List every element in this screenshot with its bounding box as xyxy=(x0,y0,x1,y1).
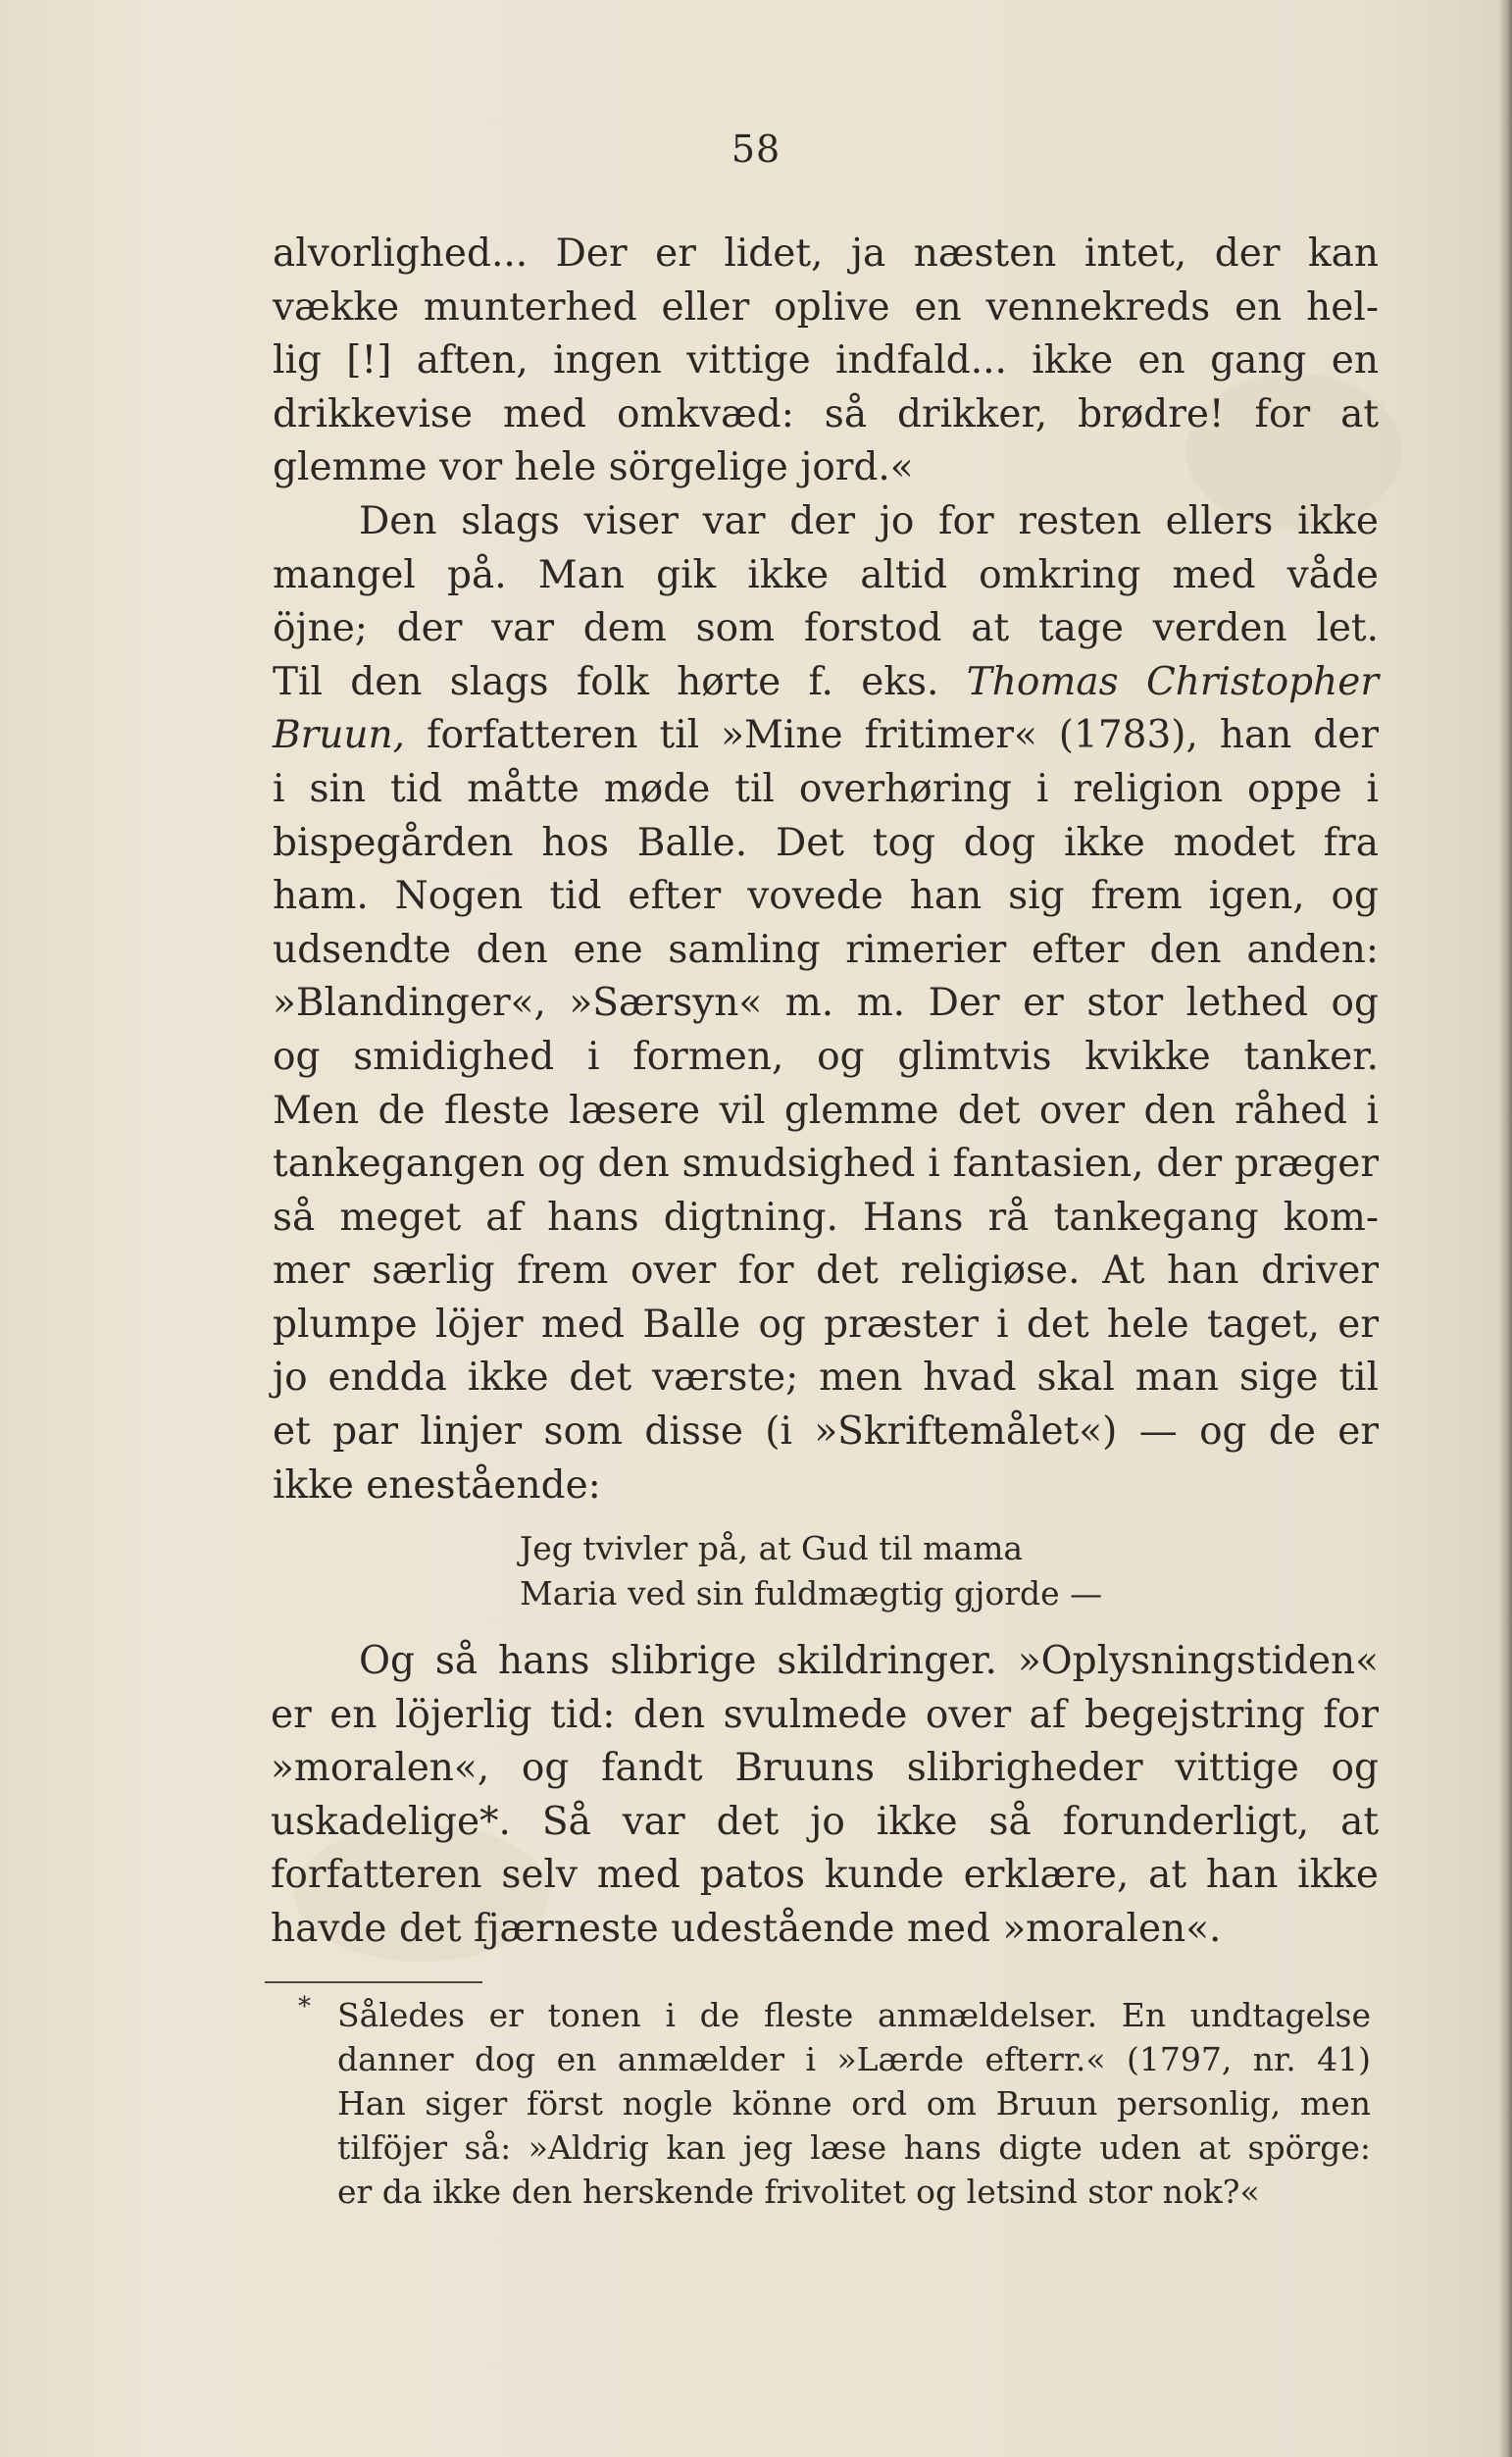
author-surname-italic: Bruun, xyxy=(273,713,406,758)
text-line: så meget af hans digtning. Hans rå tankegang kom- xyxy=(273,1195,1379,1240)
footnote xyxy=(292,1993,1371,2214)
paragraph-3 xyxy=(271,1635,1379,1957)
text-line: havde det fjærneste udestående med »moralen«. xyxy=(271,1906,1222,1951)
text-line: Den slags viser var der jo for resten ellers ikke xyxy=(359,498,1379,543)
text-line: mangel på. Man gik ikke altid omkring med våde xyxy=(273,552,1379,597)
text-line: Men de fleste læsere vil glemme det over den råhed i xyxy=(273,1088,1379,1133)
poem-line: Jeg tvivler på, at Gud til mama xyxy=(520,1529,1024,1567)
text-line: og smidighed i formen, og glimtvis kvikke tanker. xyxy=(273,1034,1379,1079)
text-line-with-name xyxy=(273,709,1379,763)
text-line: bispegården hos Balle. Det tog dog ikke modet fra xyxy=(273,820,1379,865)
footnote-line: Således er tonen i de fleste anmældelser. En undtagelse xyxy=(337,1996,1371,2034)
text-line: udsendte den ene samling rimerier efter den anden: xyxy=(273,927,1379,972)
text-line: mer særlig frem over for det religiøse. At han driver xyxy=(273,1249,1379,1294)
text-line: et par linjer som disse (i »Skriftemålet«) — og de er xyxy=(273,1409,1379,1455)
footnote-line: Han siger först nogle könne ord om Bruun personlig, men xyxy=(337,2084,1371,2123)
footnote-line: tilföjer så: »Aldrig kan jeg læse hans digte uden at spörge: xyxy=(337,2128,1371,2167)
main-paragraphs xyxy=(273,228,1379,1512)
text-line: »moralen«, og fandt Bruuns slibrigheder vittige og xyxy=(271,1746,1379,1791)
text-line: i sin tid måtte møde til overhøring i religion oppe i xyxy=(273,766,1379,811)
paragraph-1 xyxy=(273,228,1379,495)
text-fragment: forfatteren til »Mine fritimer« (1783), han der xyxy=(427,713,1379,758)
text-line: ikke enestående: xyxy=(273,1462,601,1508)
footnote-marker: * xyxy=(298,1992,311,2022)
text-line-with-name xyxy=(273,656,1379,710)
footnote-divider xyxy=(265,1981,482,1983)
text-line: »Blandinger«, »Særsyn« m. m. Der er stor lethed og xyxy=(273,981,1379,1026)
text-line: drikkevise med omkvæd: så drikker, brødre! for at xyxy=(273,391,1379,436)
footnote-line: danner dog en anmælder i »Lærde efterr.« (1797, nr. 41) xyxy=(337,2040,1371,2078)
poem-line: Maria ved sin fuldmægtig gjorde — xyxy=(520,1574,1103,1612)
page-number: 58 xyxy=(731,128,781,171)
text-line: plumpe löjer med Balle og præster i det hele taget, er xyxy=(273,1302,1379,1347)
page-edge-shadow xyxy=(1498,0,1512,2457)
text-line: glemme vor hele sörgelige jord.« xyxy=(273,445,914,490)
text-line: forfatteren selv med patos kunde erklære, at han ikke xyxy=(271,1853,1379,1898)
paragraph-2 xyxy=(273,495,1379,1512)
text-line: er en löjerlig tid: den svulmede over af begejstring for xyxy=(271,1692,1379,1737)
footnote-line: er da ikke den herskende frivolitet og letsind stor nok?« xyxy=(337,2173,1260,2211)
text-line: alvorlighed... Der er lidet, ja næsten intet, der kan xyxy=(273,231,1379,276)
text-line: öjne; der var dem som forstod at tage verden let. xyxy=(273,606,1379,651)
author-name-italic: Thomas Christopher xyxy=(966,659,1379,704)
poem-quote xyxy=(520,1526,1102,1616)
text-line: tankegangen og den smudsighed i fantasien, der præger xyxy=(273,1142,1379,1187)
text-line: vække munterhed eller oplive en vennekreds en hel- xyxy=(273,284,1379,330)
text-fragment: Til den slags folk hørte f. eks. xyxy=(273,659,939,704)
text-line: Og så hans slibrige skildringer. »Oplysningstiden« xyxy=(359,1639,1379,1683)
text-line: uskadelige*. Så var det jo ikke så forunderligt, at xyxy=(271,1799,1379,1844)
text-line: ham. Nogen tid efter vovede han sig frem igen, og xyxy=(273,874,1379,919)
text-line: jo endda ikke det værste; men hvad skal man sige til xyxy=(273,1356,1379,1401)
text-line: lig [!] aften, ingen vittige indfald... ikke en gang en xyxy=(273,338,1379,384)
